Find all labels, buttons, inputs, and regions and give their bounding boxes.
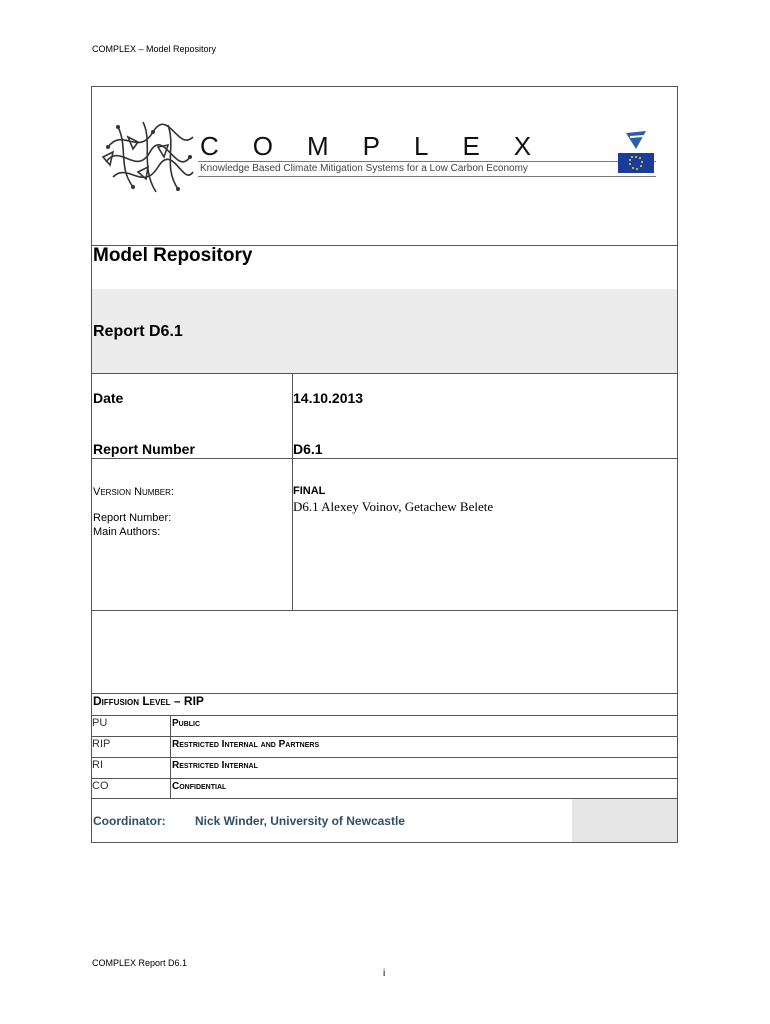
- footer-text: COMPLEX Report D6.1: [92, 958, 188, 968]
- fp7-logo-icon: [622, 127, 652, 151]
- network-logo-icon: [98, 117, 198, 197]
- main-authors-label: Main Authors:: [93, 526, 161, 538]
- report-number-label-secondary: Report Number:: [93, 512, 172, 524]
- diffusion-code: RI: [92, 759, 103, 771]
- diffusion-code: CO: [92, 780, 109, 792]
- divider: [92, 610, 677, 611]
- cover-table: [91, 86, 678, 843]
- divider: [92, 778, 677, 779]
- logo-banner: [92, 87, 677, 245]
- coordinator-label: Coordinator:: [93, 814, 166, 828]
- coordinator-logo-placeholder: [572, 799, 677, 842]
- diffusion-description: Public: [172, 718, 201, 729]
- document-title: Model Repository: [93, 245, 253, 266]
- coordinator-name: Nick Winder, University of Newcastle: [195, 814, 405, 828]
- divider: [92, 373, 677, 374]
- diffusion-level-title: Diffusion Level – RIP: [93, 694, 204, 708]
- diffusion-code: PU: [92, 717, 108, 729]
- running-header: COMPLEX – Model Repository: [92, 44, 217, 54]
- eu-flag-icon: [618, 153, 654, 173]
- authors-value: D6.1 Alexey Voinov, Getachew Belete: [293, 499, 494, 514]
- diffusion-description: Restricted Internal and Partners: [172, 739, 320, 750]
- report-number-label: Report Number: [93, 441, 195, 457]
- report-number-value: D6.1: [293, 441, 323, 457]
- divider: [198, 176, 656, 177]
- divider: [198, 161, 656, 162]
- diffusion-description: Confidential: [172, 781, 227, 792]
- page-number: i: [383, 968, 386, 979]
- logo-tagline: Knowledge Based Climate Mitigation Systems for a Low Carbon Economy: [200, 163, 528, 174]
- report-id: Report D6.1: [93, 323, 183, 340]
- date-label: Date: [93, 390, 124, 406]
- version-number-label: Version Number:: [93, 486, 174, 498]
- logo-wordmark: COMPLEX: [200, 131, 566, 161]
- divider: [92, 736, 677, 737]
- divider: [92, 458, 677, 459]
- divider: [92, 715, 677, 716]
- divider: [92, 757, 677, 758]
- diffusion-code: RIP: [92, 738, 111, 750]
- version-value: FINAL: [293, 485, 326, 497]
- diffusion-description: Restricted Internal: [172, 760, 258, 771]
- date-value: 14.10.2013: [293, 390, 364, 406]
